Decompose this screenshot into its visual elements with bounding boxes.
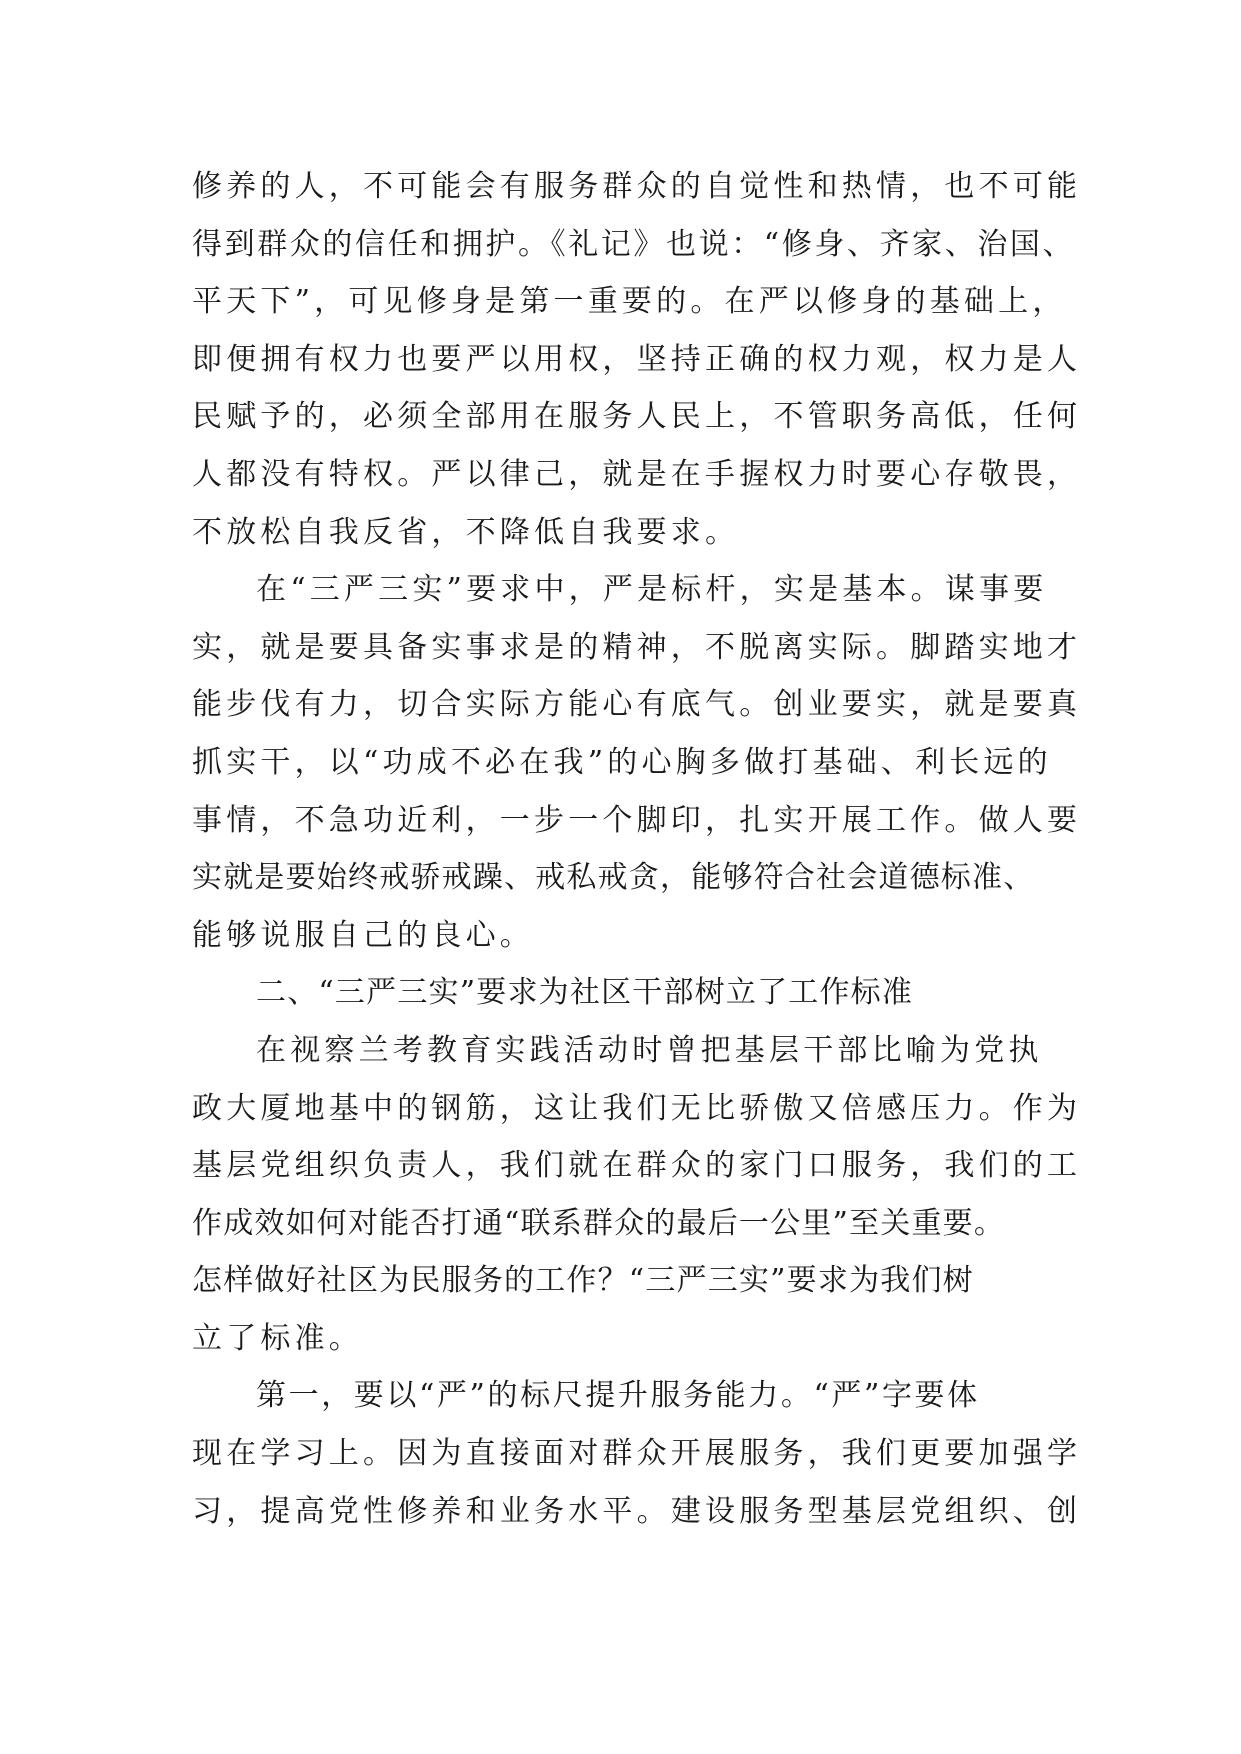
text-line: 抓实干，以“功成不必在我”的心胸多做打基础、利长远的 (192, 744, 1052, 780)
text-line: 得到群众的信任和拥护。《礼记》也说：“修身、齐家、治国、 (192, 226, 1076, 262)
text-line: 作成效如何对能否打通“联系群众的最后一公里”至关重要。 (192, 1205, 1006, 1241)
text-line: 政大厦地基中的钢筋，这让我们无比骄傲又倍感压力。作为 (192, 1090, 1082, 1126)
text-line: 实就是要始终戒骄戒躁、戒私戒贪，能够符合社会道德标准、 (192, 860, 1035, 896)
text-line: 立了标准。 (192, 1320, 363, 1356)
text-line: 能够说服自己的良心。 (192, 917, 534, 953)
text-line: 怎样做好社区为民服务的工作？“三严三实”要求为我们树 (192, 1263, 974, 1299)
text-line: 能步伐有力，切合实际方能心有底气。创业要实，就是要真 (192, 687, 1082, 723)
text-line: 修养的人，不可能会有服务群众的自觉性和热情，也不可能 (192, 169, 1082, 204)
text-line: 基层党组织负责人，我们就在群众的家门口服务，我们的工 (192, 1148, 1082, 1184)
document-body (192, 158, 1092, 1540)
paragraph-start: 在视察兰考教育实践活动时曾把基层干部比喻为党执 (256, 1032, 1043, 1068)
text-line: 即便拥有权力也要严以用权，坚持正确的权力观，权力是人 (192, 341, 1082, 377)
text-line: 人都没有特权。严以律己，就是在手握权力时要心存敬畏， (192, 456, 1082, 492)
text-line: 实，就是要具备实事求是的精神，不脱离实际。脚踏实地才 (192, 629, 1082, 665)
text-line: 不放松自我反省，不降低自我要求。 (192, 514, 740, 550)
text-line: 事情，不急功近利，一步一个脚印，扎实开展工作。做人要 (192, 802, 1082, 838)
paragraph-start: 在“三严三实”要求中，严是标杆，实是基本。谋事要 (256, 572, 1048, 608)
text-line: 习，提高党性修养和业务水平。建设服务型基层党组织、创 (192, 1493, 1082, 1529)
text-line: 现在学习上。因为直接面对群众开展服务，我们更要加强学 (192, 1436, 1082, 1472)
section-heading: 二、“三严三实”要求为社区干部树立了工作标准 (256, 975, 914, 1011)
text-line: 民赋予的，必须全部用在服务人民上，不管职务高低，任何 (192, 399, 1082, 435)
paragraph-start: 第一，要以“严”的标尺提升服务能力。“严”字要体 (256, 1378, 980, 1414)
text-line: 平天下”，可见修身是第一重要的。在严以修身的基础上， (192, 284, 1067, 320)
